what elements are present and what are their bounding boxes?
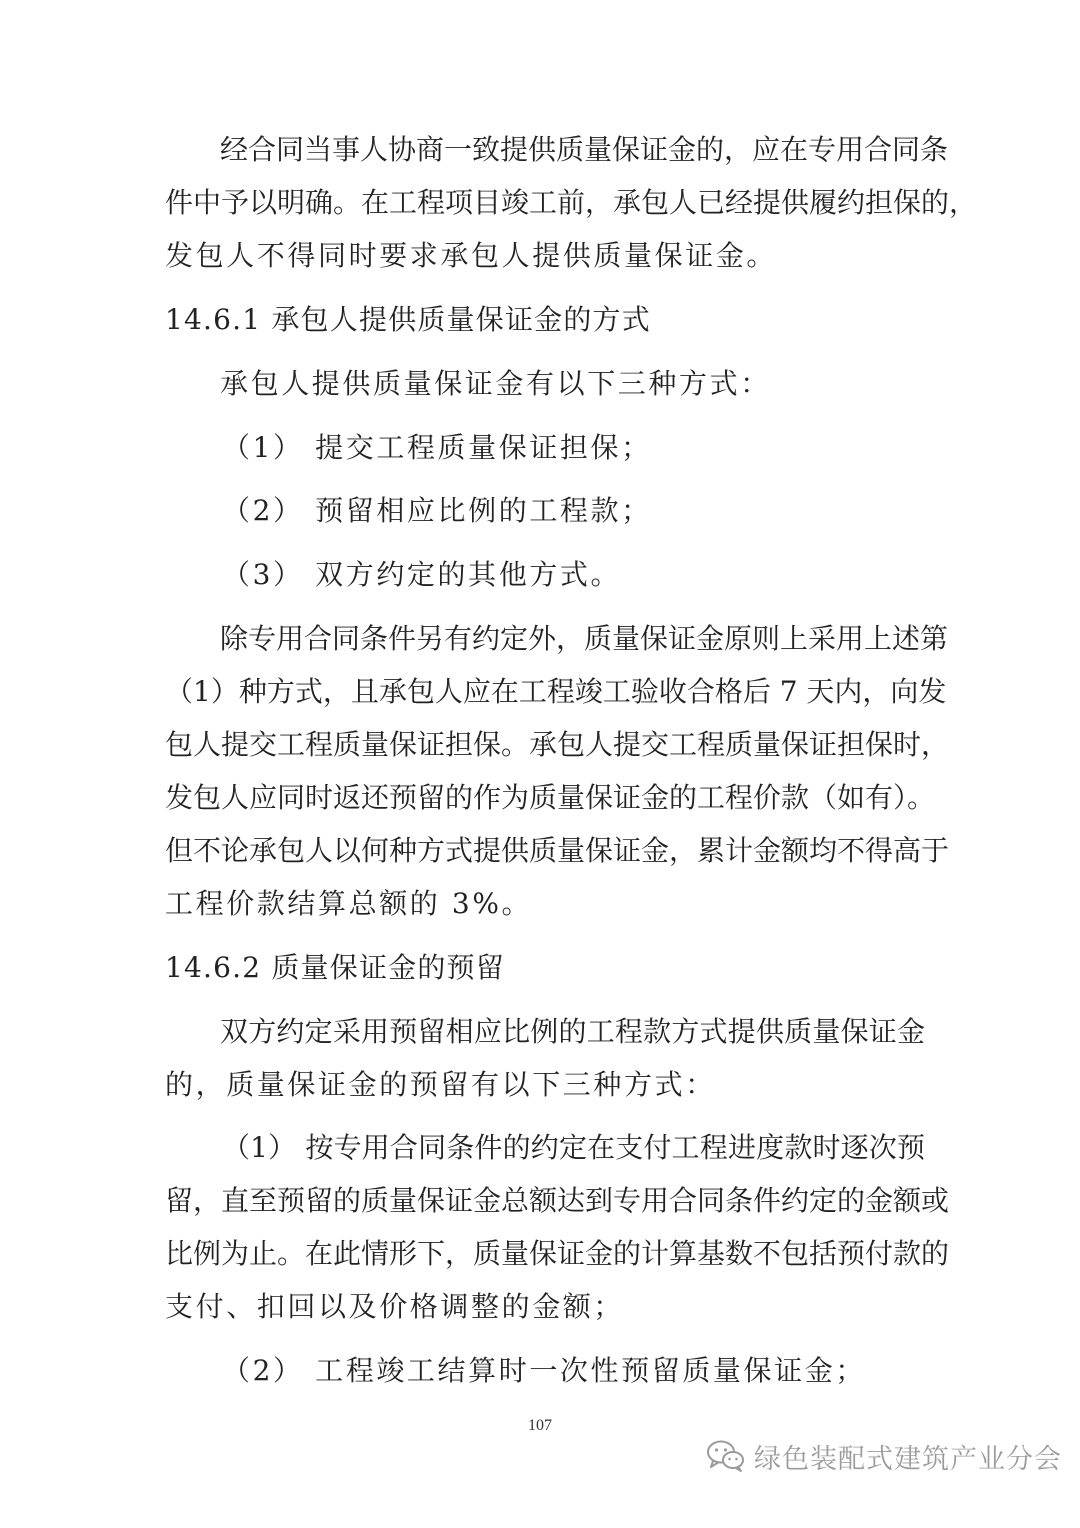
list-item: （1） 按专用合同条件的约定在支付工程进度款时逐次预	[222, 1131, 925, 1164]
watermark-text: 绿色装配式建筑产业分会	[754, 1443, 1062, 1475]
paragraph-line: 发包人不得同时要求承包人提供质量保证金。	[165, 239, 778, 272]
watermark	[706, 1434, 1062, 1478]
list-item: （3） 双方约定的其他方式。	[222, 558, 622, 591]
paragraph-line: 承包人提供质量保证金有以下三种方式：	[220, 367, 771, 400]
section-heading: 14.6.2 质量保证金的预留	[165, 951, 505, 984]
section-heading: 14.6.1 承包人提供质量保证金的方式	[165, 303, 651, 336]
paragraph-line: 经合同当事人协商一致提供质量保证金的，应在专用合同条	[220, 133, 949, 166]
paragraph-line: 支付、扣回以及价格调整的金额；	[165, 1290, 625, 1323]
list-item: （2） 预留相应比例的工程款；	[222, 494, 652, 527]
paragraph-line: 留，直至预留的质量保证金总额达到专用合同条件约定的金额或	[165, 1184, 950, 1217]
list-item: （2） 工程竣工结算时一次性预留质量保证金；	[222, 1354, 866, 1387]
list-item: （1） 提交工程质量保证担保；	[222, 431, 652, 464]
paragraph-line: 除专用合同条件另有约定外，质量保证金原则上采用上述第	[220, 622, 949, 655]
paragraph-line: （1）种方式，且承包人应在工程竣工验收合格后 7 天内，向发	[165, 675, 947, 708]
paragraph-line: 包人提交工程质量保证担保。承包人提交工程质量保证担保时，	[165, 728, 950, 761]
paragraph-line: 比例为止。在此情形下，质量保证金的计算基数不包括预付款的	[165, 1237, 950, 1270]
page-number: 107	[528, 1417, 552, 1434]
paragraph-line: 件中予以明确。在工程项目竣工前，承包人已经提供履约担保的，	[165, 186, 978, 219]
paragraph-line: 双方约定采用预留相应比例的工程款方式提供质量保证金	[220, 1015, 925, 1048]
paragraph-line: 的，质量保证金的预留有以下三种方式：	[165, 1068, 716, 1101]
wechat-icon	[706, 1439, 746, 1473]
paragraph-line: 但不论承包人以何种方式提供质量保证金，累计金额均不得高于	[165, 834, 950, 867]
paragraph-line: 工程价款结算总额的 3%。	[165, 887, 533, 920]
paragraph-line: 发包人应同时返还预留的作为质量保证金的工程价款（如有）。	[165, 781, 936, 814]
